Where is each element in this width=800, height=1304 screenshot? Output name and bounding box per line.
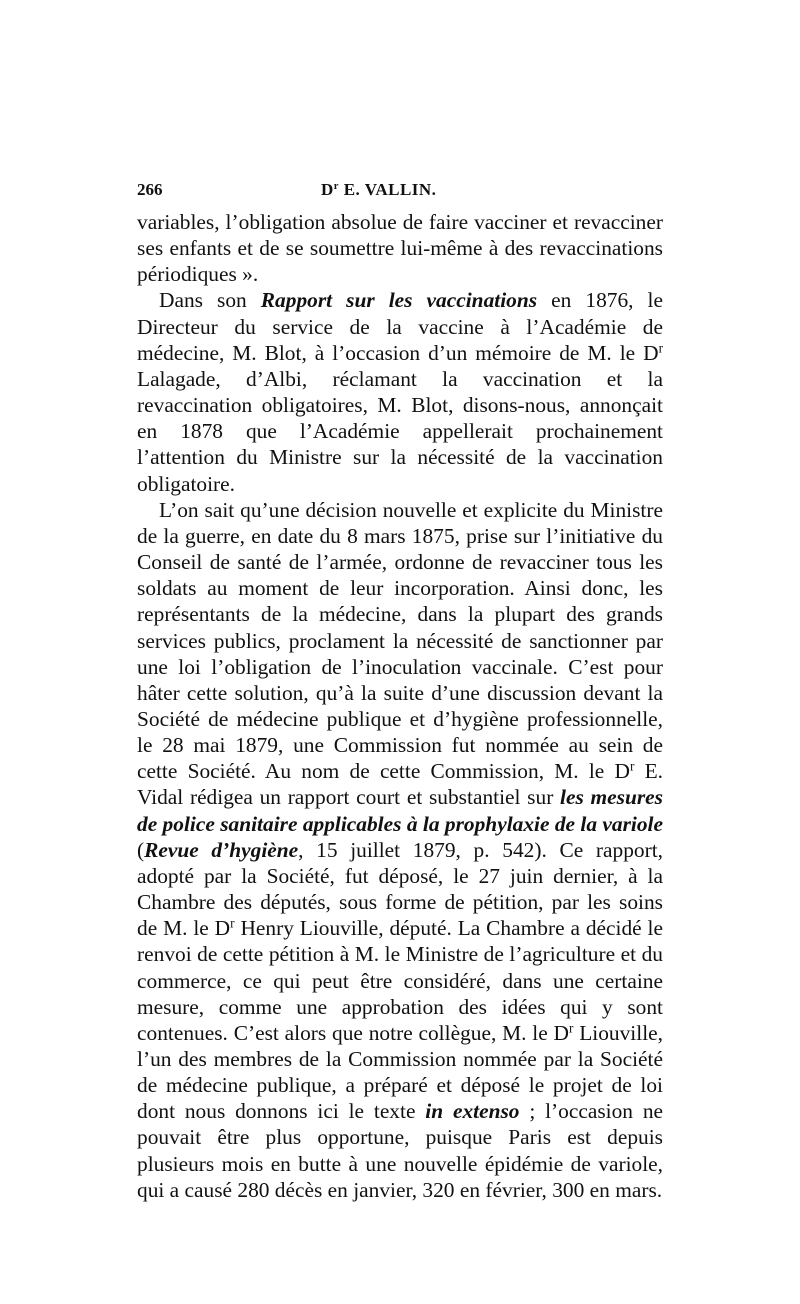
p3-text-7: ; l’occasion ne pouvait être plus opportune, puisque Paris est depuis plusieurs mois en butte à une nouvelle épidémie de variole, qui a causé 280 décès en janvier, 320 en février, 300 en mars. — [137, 1099, 664, 1202]
author-name: E. VALLIN. — [338, 180, 437, 199]
p3-superscript-2: r — [230, 915, 235, 931]
p3-text-3: ( — [137, 837, 145, 862]
author-prefix: D — [321, 180, 334, 199]
author-superscript: r — [333, 181, 339, 193]
p3-text-2: E. Vidal rédigea un rapport court et substantiel sur — [137, 759, 664, 810]
p3-text-6: Liouville, l’un des membres de la Commission nommée par la Société de médecine publique, a préparé et déposé le projet de loi dont nous donnons ici le texte — [137, 1020, 663, 1124]
paragraph-1-text: variables, l’obligation absolue de faire vacciner et revacciner ses enfants et de se soumettre lui-même à des revaccinations périodiques ». — [137, 210, 663, 287]
p3-superscript-1: r — [629, 758, 635, 774]
paragraph-3 — [137, 497, 663, 1203]
paragraph-1 — [137, 209, 663, 287]
paragraph-2 — [137, 287, 663, 496]
page-number: 266 — [137, 180, 163, 199]
p2-text-1: Dans son — [159, 288, 261, 313]
body-text — [137, 209, 663, 1203]
p3-text-5: Henry Liouville, député. La Chambre a décidé le renvoi de cette pétition à M. le Ministre de l’agriculture et du commerce, ce qui peut être considéré, dans une certaine mesure, comme une approbation des idées qui y sont contenues. C’est alors que notre collègue, M. le D — [137, 916, 663, 1045]
p2-superscript-1: r — [658, 340, 663, 356]
p2-text-3: Lalagade, d’Albi, réclamant la vaccination et la revaccination obligatoires, M. Blot, disons-nous, annonçait en 1878 que l’Académie appellerait prochainement l’attention du Ministre sur la nécessité de la vaccination obligatoire. — [137, 366, 663, 496]
p3-text-4: , 15 juillet 1879, p. 542). Ce rapport, adopté par la Société, fut déposé, le 27 juin dernier, à la Chambre des députés, sous forme de pétition, par les soins de M. le D — [137, 837, 664, 941]
p3-text-1: L’on sait qu’une décision nouvelle et explicite du Ministre de la guerre, en date du 8 mars 1875, prise sur l’initiative du Conseil de santé de l’armée, ordonne de revacciner tous les soldats au moment de leur incorporation. Ainsi donc, les représentants de la médecine, dans la plupart des grands services publics, proclament la nécessité de sanctionner par une loi l’obligation de l’inoculation vaccinale. C’est pour hâter cette solution, qu’à la suite d’une discussion devant la Société de médecine publique et d’hygiène professionnelle, le 28 mai 1879, une Commission fut nommée au sein de cette Société. Au nom de cette Commission, M. le D — [137, 497, 663, 784]
p2-italic-rapport: Rapport sur les vaccinations — [260, 288, 538, 313]
p3-italic-mesures: les mesures de police sanitaire applicables à la prophylaxie de la variole — [137, 785, 663, 836]
p3-italic-in-extenso: in extenso — [425, 1099, 520, 1124]
p3-italic-revue: Revue d’hygiène — [144, 837, 299, 862]
p2-text-2: en 1876, le Directeur du service de la vaccine à l’Académie de médecine, M. Blot, à l’occasion d’un mémoire de M. le D — [137, 288, 663, 365]
p3-superscript-3: r — [568, 1020, 574, 1036]
page-header — [137, 176, 663, 206]
running-head-author — [321, 180, 436, 200]
